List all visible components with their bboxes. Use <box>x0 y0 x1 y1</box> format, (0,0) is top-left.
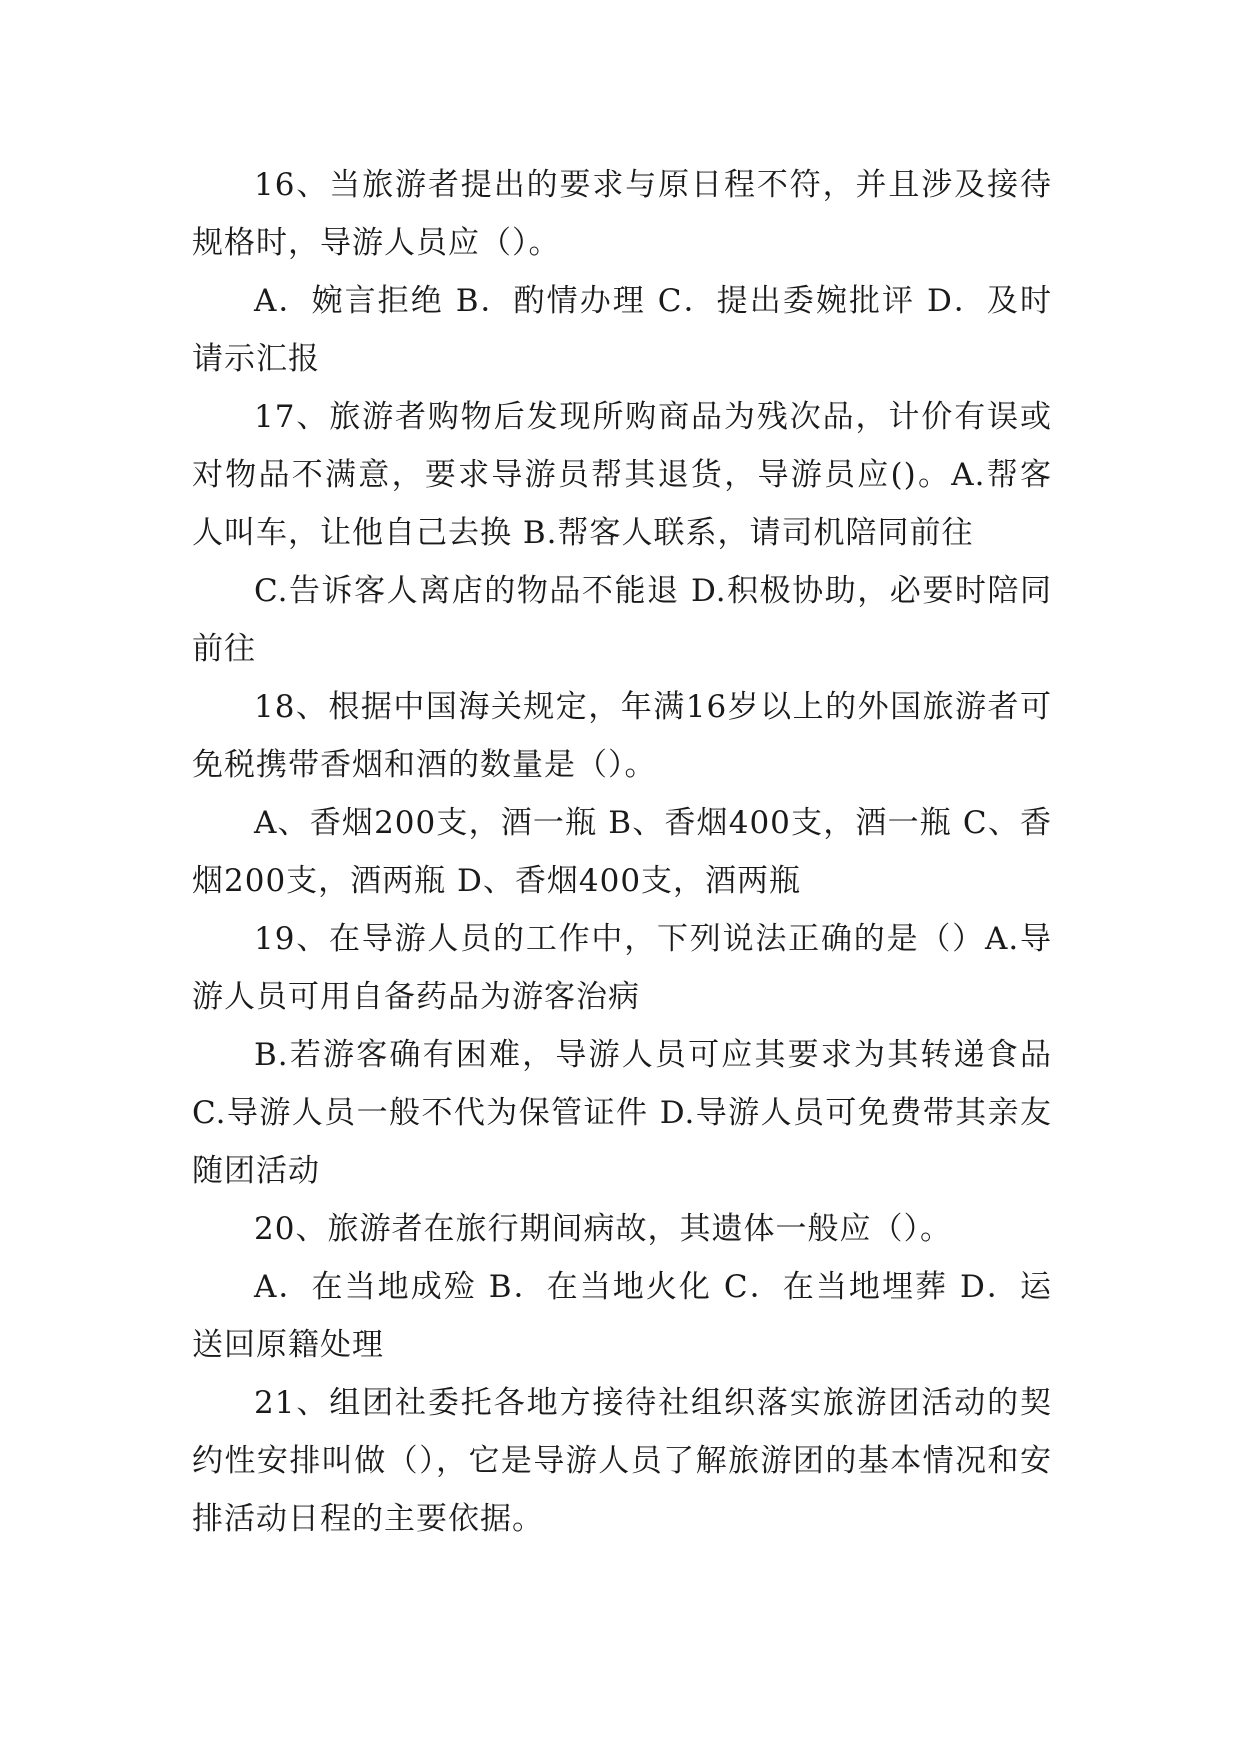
question-16-options: A．婉言拒绝 B．酌情办理 C．提出委婉批评 D．及时请示汇报 <box>192 283 1052 377</box>
question-19-stem: 19、在导游人员的工作中，下列说法正确的是（）A.导游人员可用自备药品为游客治病 <box>192 921 1052 1015</box>
question-21-stem: 21、组团社委托各地方接待社组织落实旅游团活动的契约性安排叫做（），它是导游人员了解旅游团的基本情况和安排活动日程的主要依据。 <box>192 1385 1052 1537</box>
document-body <box>192 156 1052 1548</box>
question-20-options: A．在当地成殓 B．在当地火化 C．在当地埋葬 D．运送回原籍处理 <box>192 1269 1052 1363</box>
question-18-stem: 18、根据中国海关规定，年满16岁以上的外国旅游者可免税携带香烟和酒的数量是（）。 <box>192 689 1052 783</box>
question-19-options: B.若游客确有困难，导游人员可应其要求为其转递食品C.导游人员一般不代为保管证件 D.导游人员可免费带其亲友随团活动 <box>192 1037 1052 1189</box>
question-18-options: A、香烟200支，酒一瓶 B、香烟400支，酒一瓶 C、香烟200支，酒两瓶 D、香烟400支，酒两瓶 <box>192 805 1052 899</box>
question-20-stem: 20、旅游者在旅行期间病故，其遗体一般应（）。 <box>254 1211 952 1247</box>
question-16-stem: 16、当旅游者提出的要求与原日程不符，并且涉及接待规格时，导游人员应（）。 <box>192 167 1052 261</box>
question-17-stem: 17、旅游者购物后发现所购商品为残次品，计价有误或对物品不满意，要求导游员帮其退货，导游员应()。A.帮客人叫车，让他自己去换 B.帮客人联系，请司机陪同前往 <box>192 399 1052 551</box>
question-17-options: C.告诉客人离店的物品不能退 D.积极协助，必要时陪同前往 <box>192 573 1052 667</box>
